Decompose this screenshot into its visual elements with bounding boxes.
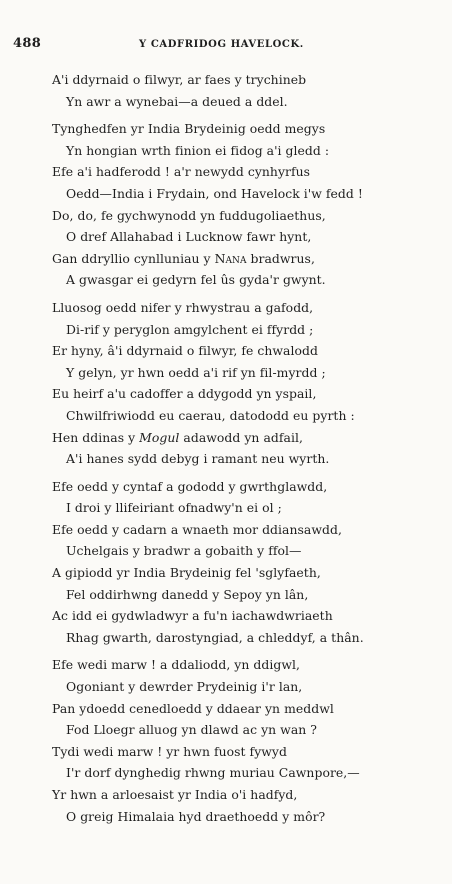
poem-line: Pan ydoedd cenedloedd y ddaear yn meddwl: [52, 700, 334, 716]
running-header: Y CADFRIDOG HAVELOCK.: [139, 39, 304, 50]
poem-line: Ac idd ei gydwladwyr a fu'n iachawdwriaeth: [52, 608, 333, 624]
poem-line: Fod Lloegr alluog yn dlawd ac yn wan ?: [66, 722, 317, 738]
poem-line: Tynghedfen yr India Brydeinig oedd megys: [52, 121, 326, 137]
line-text: adawodd yn adfail,: [179, 429, 303, 445]
poem-line: Tydi wedi marw ! yr hwn fuost fywyd: [52, 743, 287, 759]
poem-line: A gwasgar ei gedyrn fel ûs gyda'r gwynt.: [66, 272, 326, 288]
poem-line: Lluosog oedd nifer y rhwystrau a gafodd,: [52, 299, 314, 315]
poem-line: Efe wedi marw ! a ddaliodd, yn ddigwl,: [52, 657, 300, 673]
poem-line: [52, 248, 442, 270]
stanza: [52, 297, 442, 470]
page-number: 488: [13, 36, 42, 51]
poem-line: Yr hwn a arloesaist yr India o'i hadfyd,: [52, 787, 298, 802]
poem-line: Rhag gwarth, darostyngiad, a chleddyf, a thân.: [66, 629, 364, 645]
stanza: [52, 476, 442, 649]
poem-line: A gipiodd yr India Brydeinig fel 'sglyfaeth,: [52, 565, 321, 581]
stanza: [52, 69, 442, 112]
poem-line: I'r dorf dynghedig rhwng muriau Cawnpore,—: [66, 765, 360, 781]
poem: [52, 69, 442, 833]
poem-line: [52, 427, 442, 449]
poem-line: Er hyny, â'i ddyrnaid o filwyr, fe chwalodd: [52, 343, 318, 359]
poem-line: I droi y llifeiriant ofnadwy'n ei ol ;: [66, 500, 282, 516]
italic-word: Mogul: [139, 429, 180, 445]
poem-line: Yn awr a wynebai—a deued a ddel.: [66, 93, 288, 109]
poem-line: O greig Himalaia hyd draethoedd y môr?: [66, 808, 326, 824]
poem-line: Eu heirf a'u cadoffer a ddygodd yn yspail,: [52, 386, 317, 402]
poem-line: O dref Allahabad i Lucknow fawr hynt,: [66, 229, 312, 245]
poem-line: Chwilfriwiodd eu caerau, datododd eu pyrth :: [66, 407, 355, 423]
line-text: Hen ddinas y: [52, 429, 140, 445]
poem-line: Efe a'i hadferodd ! a'r newydd cynhyrfus: [52, 164, 311, 180]
poem-line: Di-rif y peryglon amgylchent ei ffyrdd ;: [66, 321, 314, 337]
stanza: [52, 118, 442, 291]
poem-line: Fel oddirhwng danedd y Sepoy yn lân,: [66, 586, 309, 602]
smallcaps-name: Nana: [214, 250, 247, 266]
poem-line: A'i hanes sydd debyg i ramant neu wyrth.: [66, 451, 330, 467]
poem-line: Efe oedd y cadarn a wnaeth mor ddiansawdd,: [52, 521, 342, 537]
line-text: Gan ddryllio cynlluniau y: [52, 250, 215, 266]
poem-line: Efe oedd y cyntaf a gododd y gwrthglawdd,: [52, 478, 328, 494]
poem-line: Do, do, fe gychwynodd yn fuddugoliaethus,: [52, 207, 326, 223]
poem-line: Yn hongian wrth finion ei fidog a'i gledd :: [66, 142, 330, 158]
poem-line: A'i ddyrnaid o filwyr, ar faes y trychineb: [52, 72, 307, 87]
poem-line: Oedd—India i Frydain, ond Havelock i'w fedd !: [66, 185, 363, 201]
stanza: [52, 654, 442, 827]
poem-line: Ogoniant y dewrder Prydeinig i'r lan,: [66, 679, 303, 695]
line-text: bradwrus,: [246, 250, 315, 266]
poem-line: Y gelyn, yr hwn oedd a'i rif yn fil-myrdd ;: [66, 364, 326, 380]
poem-line: Uchelgais y bradwr a gobaith y ffol—: [66, 543, 302, 559]
